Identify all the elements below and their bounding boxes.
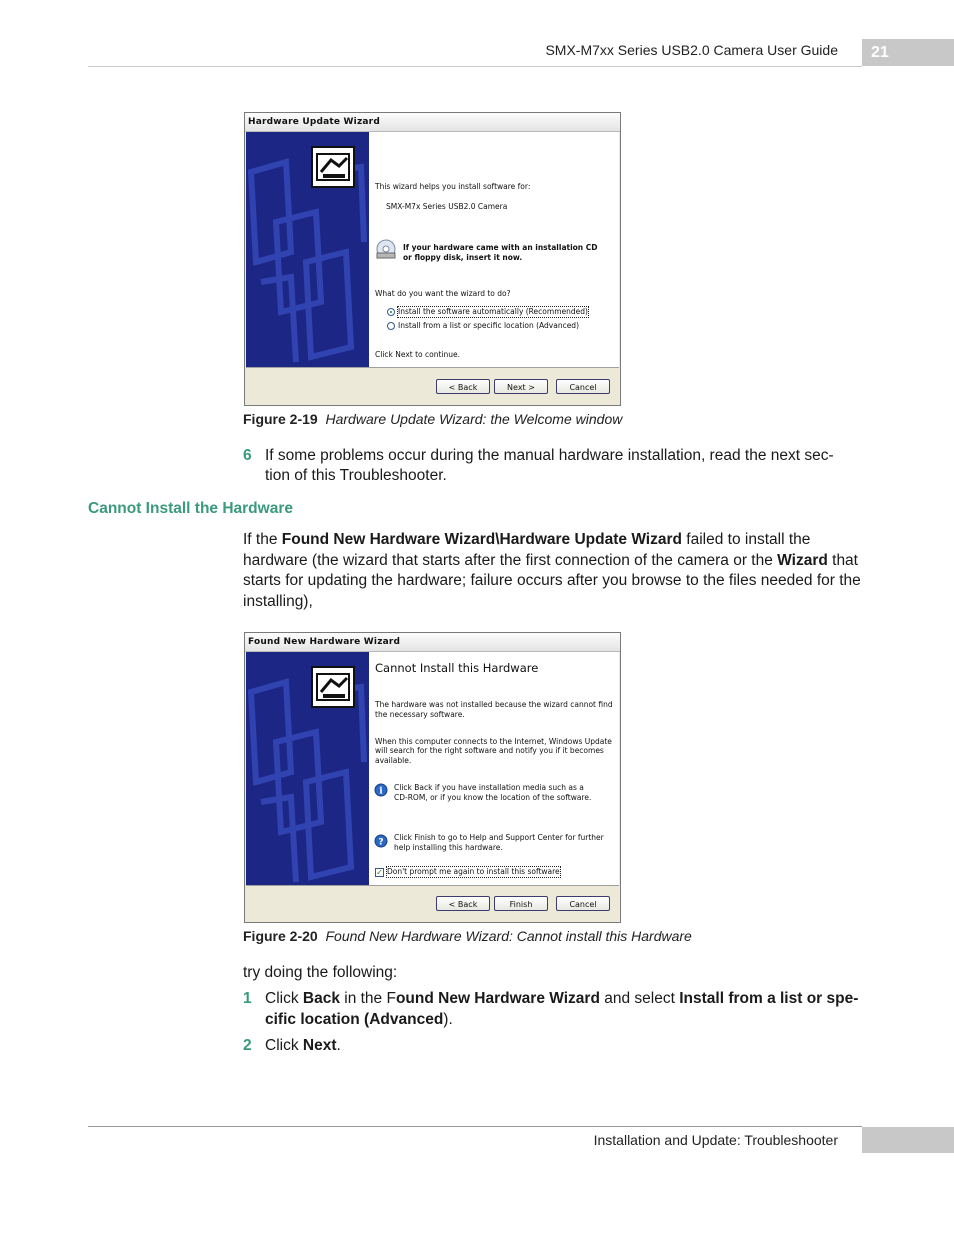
header-divider xyxy=(88,66,862,67)
cd-notice-line1: If your hardware came with an installation CD xyxy=(403,243,598,252)
wizard-banner xyxy=(246,652,369,887)
dialog-title-bar: Hardware Update Wizard xyxy=(245,113,620,132)
hardware-wizard-icon xyxy=(311,666,355,708)
install-automatic-label[interactable]: Install the software automatically (Recommended) xyxy=(398,307,588,316)
cancel-button[interactable]: Cancel xyxy=(556,896,610,911)
dont-prompt-label[interactable]: Don't prompt me again to install this software xyxy=(387,867,560,876)
tip-finish-line2: help installing this hardware. xyxy=(394,843,503,852)
found-new-hardware-wizard-dialog xyxy=(244,632,621,923)
figure-2-19-label: Figure 2-19 xyxy=(243,411,318,427)
figure-2-19-caption xyxy=(243,411,622,427)
windows-update-line1: When this computer connects to the Internet, Windows Update xyxy=(375,737,612,746)
footer-tab xyxy=(862,1127,954,1153)
footer-divider xyxy=(88,1126,862,1127)
step-6-number: 6 xyxy=(243,447,252,464)
step-2-number: 2 xyxy=(243,1037,252,1054)
back-button[interactable]: < Back xyxy=(436,896,490,911)
next-button[interactable]: Next > xyxy=(494,379,548,394)
dialog-button-bar xyxy=(246,367,619,404)
cancel-button[interactable]: Cancel xyxy=(556,379,610,394)
section-text-2: failed to install the hardware (the wizard that starts after the first connection of the camera or the xyxy=(243,531,811,569)
failure-line1: The hardware was not installed because the wizard cannot find xyxy=(375,700,613,709)
figure-2-20-text: Found New Hardware Wizard: Cannot install this Hardware xyxy=(325,928,692,944)
wizard-banner xyxy=(246,132,369,369)
cd-icon xyxy=(375,238,397,260)
tip-back-line1: Click Back if you have installation media such as a xyxy=(394,783,584,792)
hardware-update-wizard-dialog xyxy=(244,112,621,406)
running-footer-text: Installation and Update: Troubleshooter xyxy=(593,1132,838,1148)
info-icon xyxy=(374,783,388,797)
try-following-text: try doing the following: xyxy=(243,964,398,981)
wizard-heading: Cannot Install this Hardware xyxy=(375,661,539,675)
device-name: SMX-M7x Series USB2.0 Camera xyxy=(386,202,508,211)
step-1-number: 1 xyxy=(243,990,252,1007)
section-text-3: that starts for updating the hardware; failure occurs after you browse to the files needed for the installing), xyxy=(243,551,861,610)
section-text-1: If the xyxy=(243,531,282,548)
section-bold-1: Found New Hardware Wizard\Hardware Update Wizard xyxy=(281,531,682,548)
svg-text:?: ? xyxy=(378,837,384,848)
install-from-list-radio[interactable] xyxy=(387,322,395,330)
figure-2-20-label: Figure 2-20 xyxy=(243,928,318,944)
finish-button[interactable]: Finish xyxy=(494,896,548,911)
failure-line2: the necessary software. xyxy=(375,710,465,719)
running-header-title: SMX-M7xx Series USB2.0 Camera User Guide xyxy=(545,42,838,58)
section-heading: Cannot Install the Hardware xyxy=(88,500,293,517)
wizard-question: What do you want the wizard to do? xyxy=(375,289,511,298)
wizard-intro-text: This wizard helps you install software for: xyxy=(375,182,531,191)
figure-2-19-text: Hardware Update Wizard: the Welcome window xyxy=(325,411,623,427)
step-1-text: Click Back in the Found New Hardware Wizard and select Install from a list or spe- cific location (Advanced). xyxy=(265,990,859,1028)
help-icon xyxy=(374,834,388,848)
svg-text:i: i xyxy=(379,786,383,797)
step-2-text: Click Next. xyxy=(265,1037,341,1054)
dialog-title-bar: Found New Hardware Wizard xyxy=(245,633,620,652)
section-bold-2: Wizard xyxy=(777,551,828,569)
install-from-list-label[interactable]: Install from a list or specific location (Advanced) xyxy=(398,321,579,330)
windows-update-line2: will search for the right software and notify you if it becomes xyxy=(375,746,604,755)
figure-2-20-caption xyxy=(243,928,692,944)
tip-back-line2: CD-ROM, or if you know the location of the software. xyxy=(394,793,592,802)
back-button[interactable]: < Back xyxy=(436,379,490,394)
step-6-line2: tion of this Troubleshooter. xyxy=(265,467,447,484)
page-number: 21 xyxy=(862,39,954,66)
wizard-content-panel xyxy=(369,652,619,887)
install-automatic-radio[interactable] xyxy=(387,308,395,316)
dialog-button-bar xyxy=(246,885,619,921)
tip-finish-line1: Click Finish to go to Help and Support Center for further xyxy=(394,833,604,842)
dont-prompt-checkbox[interactable]: ✓ xyxy=(376,868,383,877)
section-paragraph xyxy=(243,530,868,612)
wizard-content-panel xyxy=(369,132,619,369)
hardware-wizard-icon xyxy=(311,146,355,188)
step-6-line1: If some problems occur during the manual hardware installation, read the next sec- xyxy=(265,447,834,464)
continue-instruction: Click Next to continue. xyxy=(375,350,461,359)
windows-update-line3: available. xyxy=(375,756,412,765)
cd-notice-line2: or floppy disk, insert it now. xyxy=(403,253,523,262)
